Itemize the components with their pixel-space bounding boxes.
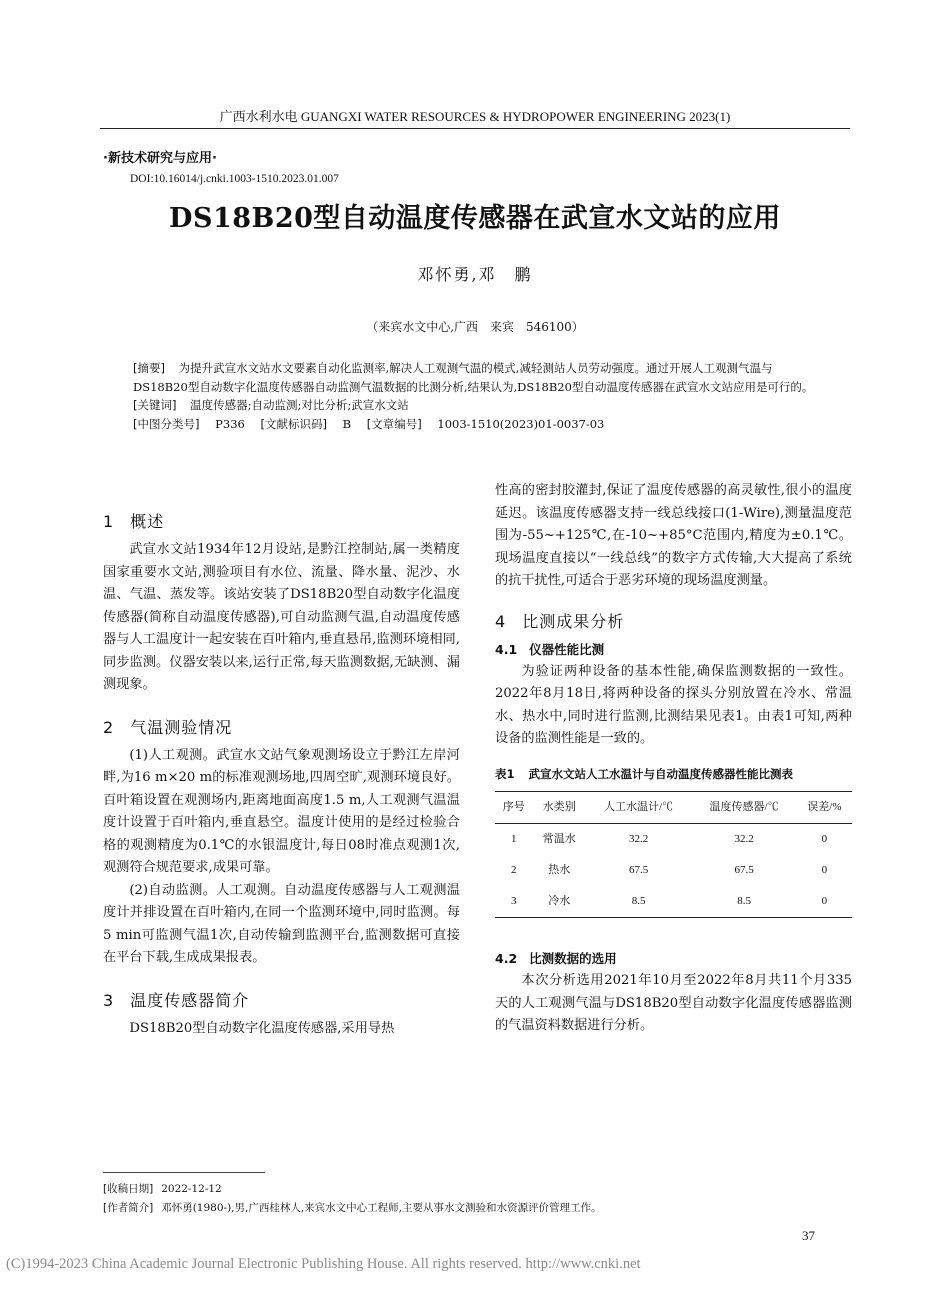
section-4-2-paragraph: 本次分析选用2021年10月至2022年8月共11个月335天的人工观测气温与DS18B20型自动数字化温度传感器监测的气温资料数据进行分析。	[495, 973, 852, 1033]
section-4-1-num: 4.1	[495, 641, 518, 657]
section-1-num: 1	[103, 512, 115, 531]
author-bio-text: 邓怀勇(1980-),男,广西桂林人,来宾水文中心工程师,主要从事水文测验和水资源评价管理工作。	[161, 1202, 602, 1214]
section-2-num: 2	[103, 717, 115, 737]
section-1-title: 概述	[130, 512, 165, 531]
abstract-block	[133, 359, 823, 433]
table-cell: 常温水	[542, 833, 576, 846]
table-cell: 67.5	[734, 864, 754, 877]
abstract	[133, 359, 823, 396]
section-tag: ·新技术研究与应用·	[103, 151, 217, 166]
abstract-label: [摘要]	[133, 361, 165, 375]
right-column	[495, 480, 852, 1038]
copyright-notice: (C)1994-2023 China Academic Journal Electronic Publishing House. All rights reserved. http://www.cnki.net	[6, 1256, 641, 1272]
table-cell: 0	[821, 833, 828, 846]
received-value: 2022-12-12	[161, 1183, 222, 1195]
section-2-heading	[103, 715, 460, 741]
author-bio-label: [作者简介]	[103, 1202, 154, 1214]
table-1-num: 表1	[495, 766, 515, 781]
table-cell: 8.5	[586, 886, 691, 918]
section-2-title: 气温测验情况	[130, 717, 233, 737]
table-header-cell: 序号	[495, 792, 533, 824]
table-header-row	[495, 792, 852, 824]
doc-label: [文献标识码]	[260, 416, 327, 431]
received-date	[103, 1180, 863, 1199]
section-2-paragraph-1: (1)人工观测。武宣水文站气象观测场设立于黔江左岸河畔,为16 m×20 m的标准观测场地,四周空旷,观测环境良好。百叶箱设置在观测场内,距离地面高度1.5 m,人工观测气温温度计设置于百叶箱内,垂直悬空。温度计使用的是经过检验合格的观测精度为0.1℃的水银温度计,每日08时准点观测1次,观测符合规范要求,成果可靠。	[103, 747, 460, 875]
abstract-text: 为提升武宣水文站水文要素自动化监测率,解决人工观测气温的模式,减轻测站人员劳动强度。通过开展人工观测气温与DS18B20型自动数字化温度传感器自动监测气温数据的比测分析,结果认为,DS18B20型自动温度传感器在武宣水文站应用是可行的。	[133, 361, 814, 394]
section-4-2-title: 比测数据的选用	[529, 951, 617, 966]
table-header-cell: 水类别	[533, 792, 586, 824]
section-3-num: 3	[103, 990, 115, 1010]
section-2-paragraph-2: (2)自动监测。人工观测。自动温度传感器与人工观测温度计并排设置在百叶箱内,在同一个监测环境中,同时监测。每5 min可监测气温1次,自动传输到监测平台,监测数据可直接在平台下载,生成成果报表。	[103, 882, 460, 965]
received-label: [收稿日期]	[103, 1183, 154, 1195]
table-cell: 8.5	[691, 886, 796, 918]
page-number: 37	[802, 1228, 815, 1243]
article-value: 1003-1510(2023)01-0037-03	[437, 416, 605, 431]
table-cell: 3	[495, 886, 533, 918]
section-4-1-heading	[495, 639, 852, 661]
table-cell: 热水	[548, 864, 571, 877]
section-1-heading	[103, 509, 460, 535]
table-cell: 0	[797, 886, 852, 918]
section-4-1-paragraph: 为验证两种设备的基本性能,确保监测数据的一致性。2022年8月18日,将两种设备的探头分别放置在冷水、常温水、热水中,同时进行监测,比测结果见表1。由表1可知,两种设备的监测性能是一致的。	[495, 663, 852, 746]
table-row	[495, 824, 852, 856]
section-4-2-num: 4.2	[495, 951, 518, 966]
section-4-1-title: 仪器性能比测	[529, 641, 605, 657]
journal-header	[100, 106, 850, 129]
table-row	[495, 855, 852, 886]
table-header-cell: 人工水温计/℃	[586, 792, 691, 824]
article-label: [文章编号]	[366, 416, 422, 431]
table-cell: 32.2	[734, 833, 754, 846]
table-1-title: 武宣水文站人工水温计与自动温度传感器性能比测表	[528, 766, 794, 781]
section-3-title: 温度传感器简介	[130, 990, 250, 1010]
table-1-caption	[495, 763, 852, 786]
table-cell: 1	[511, 833, 517, 846]
section-1-paragraph: 武宣水文站1934年12月设站,是黔江控制站,属一类精度国家重要水文站,测验项目有水位、流量、降水量、泥沙、水温、气温、蒸发等。该站安装了DS18B20型自动数字化温度传感器(简称自动温度传感器),可自动监测气温,自动温度传感器与人工温度计一起安装在百叶箱内,垂直悬吊,监测环境相同,同步监测。仪器安装以来,运行正常,每天监测数据,无缺测、漏测现象。	[103, 542, 460, 692]
table-header-cell: 误差/%	[797, 792, 852, 824]
clc-value: P336	[215, 416, 245, 431]
table-1	[495, 791, 852, 918]
authors: 邓怀勇,邓 鹏	[417, 265, 533, 284]
section-4-title: 比测成果分析	[522, 611, 625, 631]
section-3-paragraph-cont: 性高的密封胶灌封,保证了温度传感器的高灵敏性,很小的温度延迟。该温度传感器支持一线总线接口(1-Wire),测量温度范围为-55~+125℃,在-10~+85°C范围内,精度为±0.1℃。现场温度直接以“一线总线”的数字方式传输,大大提高了系统的抗干扰性,可适合于恶劣环境的现场温度测量。	[495, 483, 852, 588]
table-cell: 冷水	[533, 886, 586, 918]
section-3-heading	[103, 988, 460, 1014]
article-title: DS18B20型自动温度传感器在武宣水文站的应用	[169, 203, 781, 234]
doc-value: B	[342, 416, 352, 431]
doi: DOI:10.16014/j.cnki.1003-1510.2023.01.007	[130, 173, 339, 185]
keywords-text: 温度传感器;自动监测;对比分析;武宣水文站	[190, 398, 409, 412]
section-3-paragraph-start: DS18B20型自动数字化温度传感器,采用导热	[129, 1020, 395, 1036]
author-bio	[103, 1199, 863, 1218]
section-4-heading	[495, 609, 852, 635]
table-cell: 32.2	[629, 833, 649, 846]
section-4-num: 4	[495, 611, 507, 631]
table-header-cell: 温度传感器/℃	[691, 792, 796, 824]
keywords	[133, 396, 823, 415]
classification-row	[133, 415, 823, 434]
journal-header-text: 广西水利水电 GUANGXI WATER RESOURCES & HYDROPOWER ENGINEERING 2023(1)	[219, 109, 731, 124]
section-4-2-heading	[495, 948, 852, 970]
table-cell: 67.5	[629, 864, 649, 877]
keywords-label: [关键词]	[133, 398, 177, 412]
table-row	[495, 886, 852, 918]
footnote-divider	[103, 1172, 265, 1173]
left-column	[103, 503, 460, 1040]
clc-label: [中图分类号]	[133, 416, 200, 431]
table-cell: 2	[511, 864, 517, 877]
footnotes	[103, 1180, 863, 1218]
affiliation: （来宾水文中心,广西 来宾 546100）	[366, 320, 584, 334]
table-cell: 0	[821, 864, 828, 877]
